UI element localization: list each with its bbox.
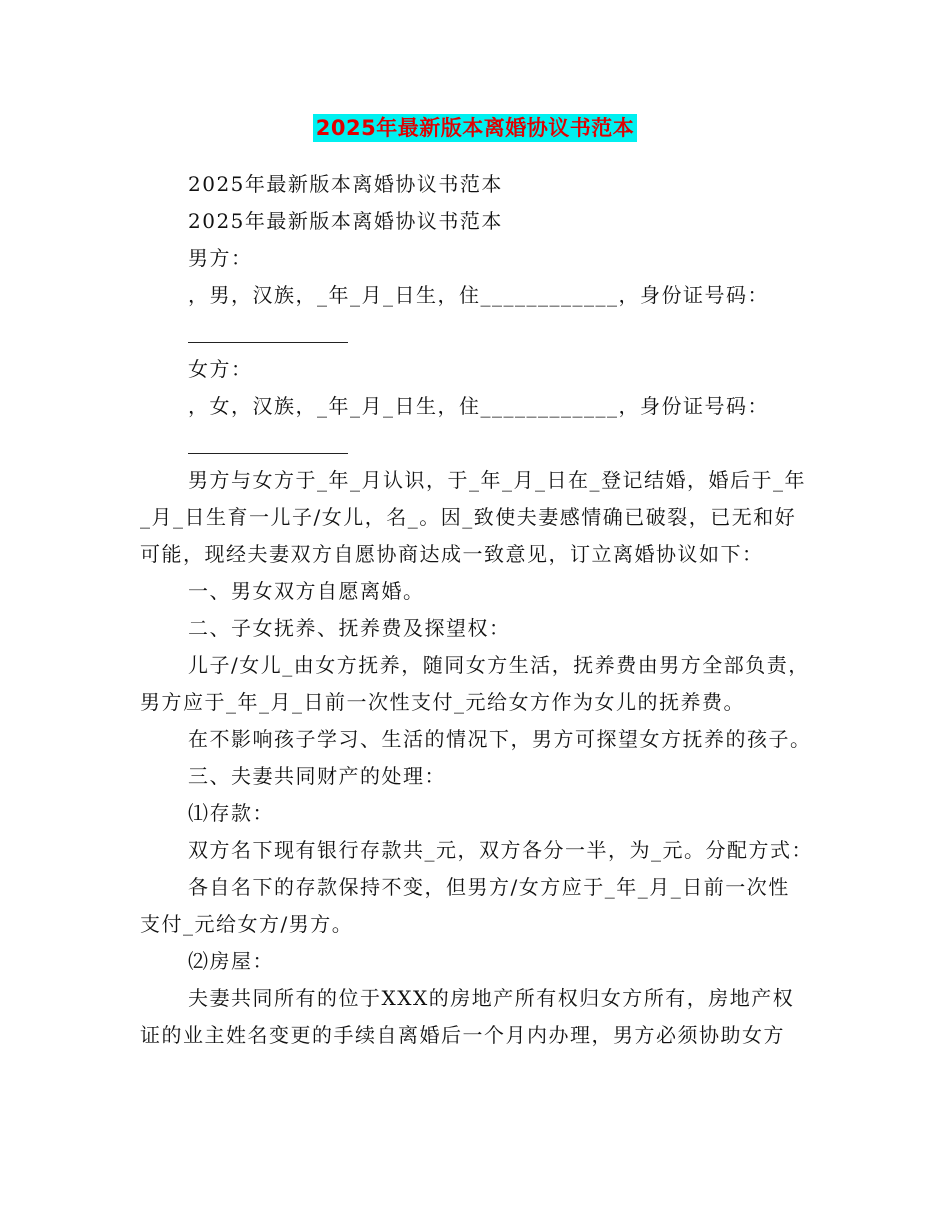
line-text: 在不影响孩子学习、生活的情况下，男方可探望女方抚养的孩子。: [188, 727, 812, 751]
paragraph-line: [140, 240, 810, 277]
paragraph-line: [140, 462, 810, 499]
paragraph-line: [140, 499, 810, 536]
paragraph-line: [140, 1017, 810, 1054]
line-text: _月_日生育一儿子/女儿，名_。因_致使夫妻感情确已破裂，已无和好: [140, 505, 797, 529]
line-text: 男方与女方于_年_月认识，于_年_月_日在_登记结婚，婚后于_年: [188, 468, 806, 492]
paragraph-line: [140, 610, 810, 647]
paragraph-line: [140, 684, 810, 721]
line-text: ，男，汉族，_年_月_日生，住____________，身份证号码：: [188, 283, 769, 307]
paragraph-line: [140, 869, 810, 906]
paragraph-line: [140, 832, 813, 869]
paragraph-line: [140, 906, 810, 943]
line-text: 证的业主姓名变更的手续自离婚后一个月内办理，男方必须协助女方: [140, 1023, 785, 1047]
line-text: 二、子女抚养、抚养费及探望权：: [188, 616, 511, 640]
line-text: 支付_元给女方/男方。: [140, 912, 354, 936]
paragraph-line: [140, 277, 810, 314]
line-text: 女方：: [188, 357, 253, 381]
paragraph-line: [140, 166, 810, 203]
line-text: 各自名下的存款保持不变，但男方/女方应于_年_月_日前一次性: [188, 875, 790, 899]
line-text: 三、夫妻共同财产的处理：: [188, 764, 446, 788]
line-text: 2025年最新版本离婚协议书范本: [188, 172, 503, 196]
line-text: 双方名下现有银行存款共_元，双方各分一半，为_元。分配方式：: [188, 838, 813, 862]
line-text: 2025年最新版本离婚协议书范本: [188, 209, 503, 233]
paragraph-line: [140, 721, 810, 758]
document-title: 2025年最新版本离婚协议书范本: [313, 114, 637, 142]
line-text: ⑴存款：: [188, 801, 274, 825]
line-text: 可能，现经夫妻双方自愿协商达成一致意见，订立离婚协议如下：: [140, 542, 764, 566]
paragraph-line: [140, 351, 810, 388]
line-text: ，女，汉族，_年_月_日生，住____________，身份证号码：: [188, 394, 769, 418]
id-number-blank: [188, 435, 348, 454]
paragraph-line: [140, 203, 810, 240]
line-text: 夫妻共同所有的位于XXX的房地产所有权归女方所有，房地产权: [188, 986, 795, 1010]
line-text: 男方应于_年_月_日前一次性支付_元给女方作为女儿的抚养费。: [140, 690, 745, 714]
paragraph-line: [140, 573, 810, 610]
line-text: 一、男女双方自愿离婚。: [188, 579, 425, 603]
paragraph-line: [140, 647, 810, 684]
paragraph-line: [140, 795, 810, 832]
paragraph-line: [140, 980, 810, 1017]
paragraph-line: [140, 536, 810, 573]
paragraph-line: [140, 388, 810, 425]
paragraph-line: [140, 758, 810, 795]
line-text: 男方：: [188, 246, 253, 270]
id-number-blank: [188, 324, 348, 343]
line-text: 儿子/女儿_由女方抚养，随同女方生活，抚养费由男方全部负责，: [188, 653, 810, 677]
title-wrap: [0, 114, 950, 142]
document-body: [140, 166, 813, 1054]
blank-field-line: [140, 314, 810, 351]
blank-field-line: [140, 425, 810, 462]
paragraph-line: [140, 943, 810, 980]
line-text: ⑵房屋：: [188, 949, 274, 973]
